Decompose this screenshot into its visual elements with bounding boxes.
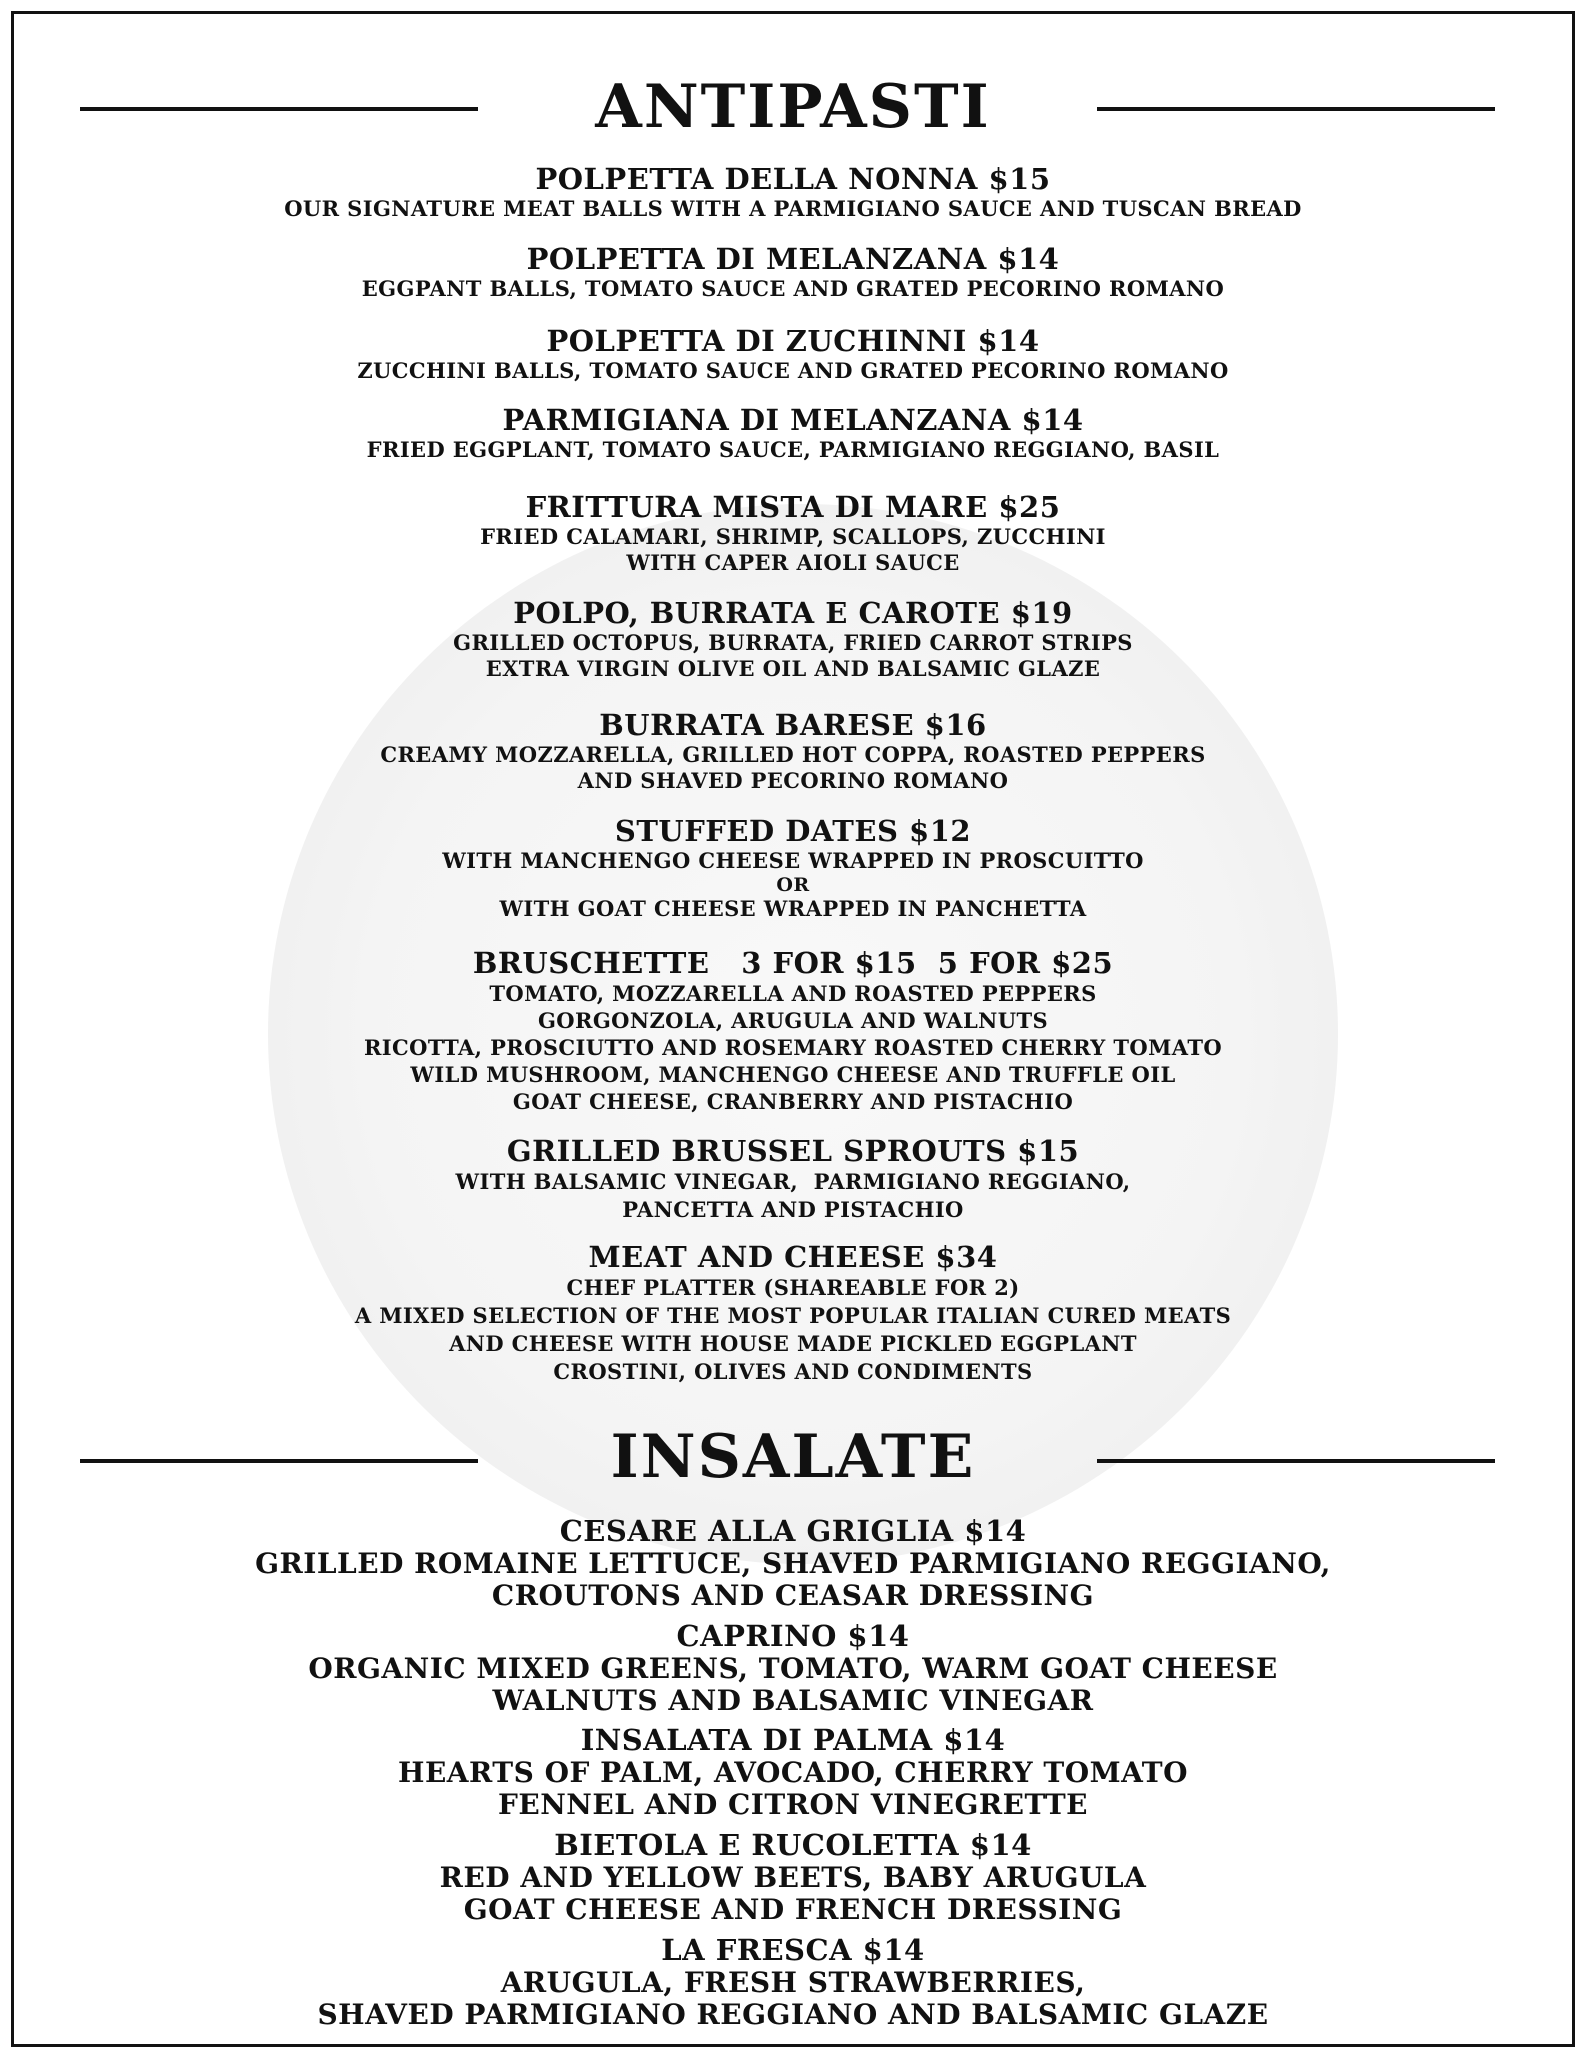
item-name: BIETOLA E RUCOLETTA $14 — [554, 1828, 1032, 1862]
item-description: GOAT CHEESE, CRANBERRY AND PISTACHIO — [512, 1089, 1074, 1114]
menu-content — [14, 14, 1572, 2044]
menu-page — [11, 11, 1575, 2047]
item-name: GRILLED BRUSSEL SPROUTS $15 — [506, 1134, 1080, 1168]
item-description: OR — [776, 874, 810, 896]
menu-item-bruschette — [14, 946, 1572, 1115]
item-description: FRIED EGGPLANT, TOMATO SAUCE, PARMIGIANO REGGIANO, BASIL — [366, 437, 1220, 462]
item-description: PANCETTA AND PISTACHIO — [622, 1197, 964, 1222]
item-description: TOMATO, MOZZARELLA AND ROASTED PEPPERS — [489, 981, 1097, 1006]
divider-line-right — [1097, 1459, 1495, 1463]
antipasti-header — [14, 72, 1572, 142]
item-name: PARMIGIANA DI MELANZANA $14 — [502, 403, 1084, 437]
item-description: GORGONZOLA, ARUGULA AND WALNUTS — [537, 1008, 1049, 1033]
item-description: EGGPANT BALLS, TOMATO SAUCE AND GRATED PECORINO ROMANO — [361, 276, 1225, 301]
item-description: WITH GOAT CHEESE WRAPPED IN PANCHETTA — [499, 896, 1087, 921]
menu-item-grilled-brussel-sprouts — [14, 1134, 1572, 1224]
antipasti-title: ANTIPASTI — [595, 72, 991, 142]
item-description: CROSTINI, OLIVES AND CONDIMENTS — [553, 1359, 1033, 1384]
menu-item-la-fresca — [14, 1933, 1572, 2031]
item-description: FENNEL AND CITRON VINEGRETTE — [497, 1788, 1089, 1821]
item-description: WITH MANCHENGO CHEESE WRAPPED IN PROSCUITTO — [442, 848, 1144, 873]
item-description: EXTRA VIRGIN OLIVE OIL AND BALSAMIC GLAZE — [485, 656, 1101, 681]
menu-item-polpetta-della-nonna — [14, 162, 1572, 222]
menu-item-parmigiana-di-melanzana — [14, 403, 1572, 463]
item-description: AND CHEESE WITH HOUSE MADE PICKLED EGGPLANT — [449, 1331, 1137, 1356]
item-description: SHAVED PARMIGIANO REGGIANO AND BALSAMIC GLAZE — [317, 1998, 1269, 2031]
item-description: WITH BALSAMIC VINEGAR, PARMIGIANO REGGIANO, — [455, 1169, 1131, 1194]
item-name: CAPRINO $14 — [676, 1619, 910, 1653]
item-name: CESARE ALLA GRIGLIA $14 — [559, 1514, 1027, 1548]
item-name: POLPETTA DELLA NONNA $15 — [535, 162, 1051, 196]
item-name: FRITTURA MISTA DI MARE $25 — [525, 490, 1061, 524]
item-name: MEAT AND CHEESE $34 — [588, 1240, 998, 1274]
menu-item-frittura-mista-di-mare — [14, 490, 1572, 576]
item-name: POLPETTA DI MELANZANA $14 — [526, 242, 1060, 276]
item-description: CREAMY MOZZARELLA, GRILLED HOT COPPA, ROASTED PEPPERS — [380, 742, 1206, 767]
menu-item-burrata-barese — [14, 708, 1572, 794]
menu-item-polpetta-di-melanzana — [14, 242, 1572, 302]
insalate-header — [14, 1422, 1572, 1492]
menu-item-bietola-e-rucoletta — [14, 1828, 1572, 1926]
menu-item-cesare-alla-griglia — [14, 1514, 1572, 1612]
item-description: GRILLED ROMAINE LETTUCE, SHAVED PARMIGIANO REGGIANO, — [255, 1547, 1331, 1580]
item-name: BRUSCHETTE 3 FOR $15 5 FOR $25 — [472, 946, 1114, 980]
item-description: WALNUTS AND BALSAMIC VINEGAR — [492, 1684, 1094, 1717]
item-name: BURRATA BARESE $16 — [599, 708, 987, 742]
item-name: STUFFED DATES $12 — [614, 814, 972, 848]
item-description: AND SHAVED PECORINO ROMANO — [577, 768, 1009, 793]
item-description: GRILLED OCTOPUS, BURRATA, FRIED CARROT STRIPS — [453, 630, 1133, 655]
item-description: FRIED CALAMARI, SHRIMP, SCALLOPS, ZUCCHINI — [480, 524, 1106, 549]
item-name: POLPO, BURRATA E CAROTE $19 — [513, 596, 1073, 630]
item-description: WITH CAPER AIOLI SAUCE — [626, 550, 960, 575]
item-description: ARUGULA, FRESH STRAWBERRIES, — [500, 1966, 1086, 1999]
divider-line-right — [1097, 107, 1495, 111]
item-name: POLPETTA DI ZUCHINNI $14 — [546, 324, 1040, 358]
item-name: INSALATA DI PALMA $14 — [580, 1723, 1006, 1757]
item-description: ORGANIC MIXED GREENS, TOMATO, WARM GOAT CHEESE — [308, 1652, 1278, 1685]
menu-item-polpo-burrata-e-carote — [14, 596, 1572, 682]
insalate-title: INSALATE — [610, 1422, 976, 1492]
menu-item-caprino — [14, 1619, 1572, 1717]
item-description: HEARTS OF PALM, AVOCADO, CHERRY TOMATO — [397, 1756, 1189, 1789]
menu-item-stuffed-dates — [14, 814, 1572, 922]
item-description: CROUTONS AND CEASAR DRESSING — [491, 1579, 1095, 1612]
menu-item-polpetta-di-zuchinni — [14, 324, 1572, 384]
item-description: CHEF PLATTER (SHAREABLE FOR 2) — [566, 1275, 1020, 1300]
item-description: GOAT CHEESE AND FRENCH DRESSING — [463, 1893, 1123, 1926]
item-description: ZUCCHINI BALLS, TOMATO SAUCE AND GRATED PECORINO ROMANO — [357, 358, 1229, 383]
item-description: RED AND YELLOW BEETS, BABY ARUGULA — [439, 1861, 1147, 1894]
menu-item-meat-and-cheese — [14, 1240, 1572, 1386]
item-description: RICOTTA, PROSCIUTTO AND ROSEMARY ROASTED CHERRY TOMATO — [363, 1035, 1223, 1060]
item-description: OUR SIGNATURE MEAT BALLS WITH A PARMIGIANO SAUCE AND TUSCAN BREAD — [284, 196, 1302, 221]
item-description: WILD MUSHROOM, MANCHENGO CHEESE AND TRUFFLE OIL — [410, 1062, 1176, 1087]
item-description: A MIXED SELECTION OF THE MOST POPULAR ITALIAN CURED MEATS — [354, 1303, 1232, 1328]
menu-item-insalata-di-palma — [14, 1723, 1572, 1821]
item-name: LA FRESCA $14 — [661, 1933, 925, 1967]
